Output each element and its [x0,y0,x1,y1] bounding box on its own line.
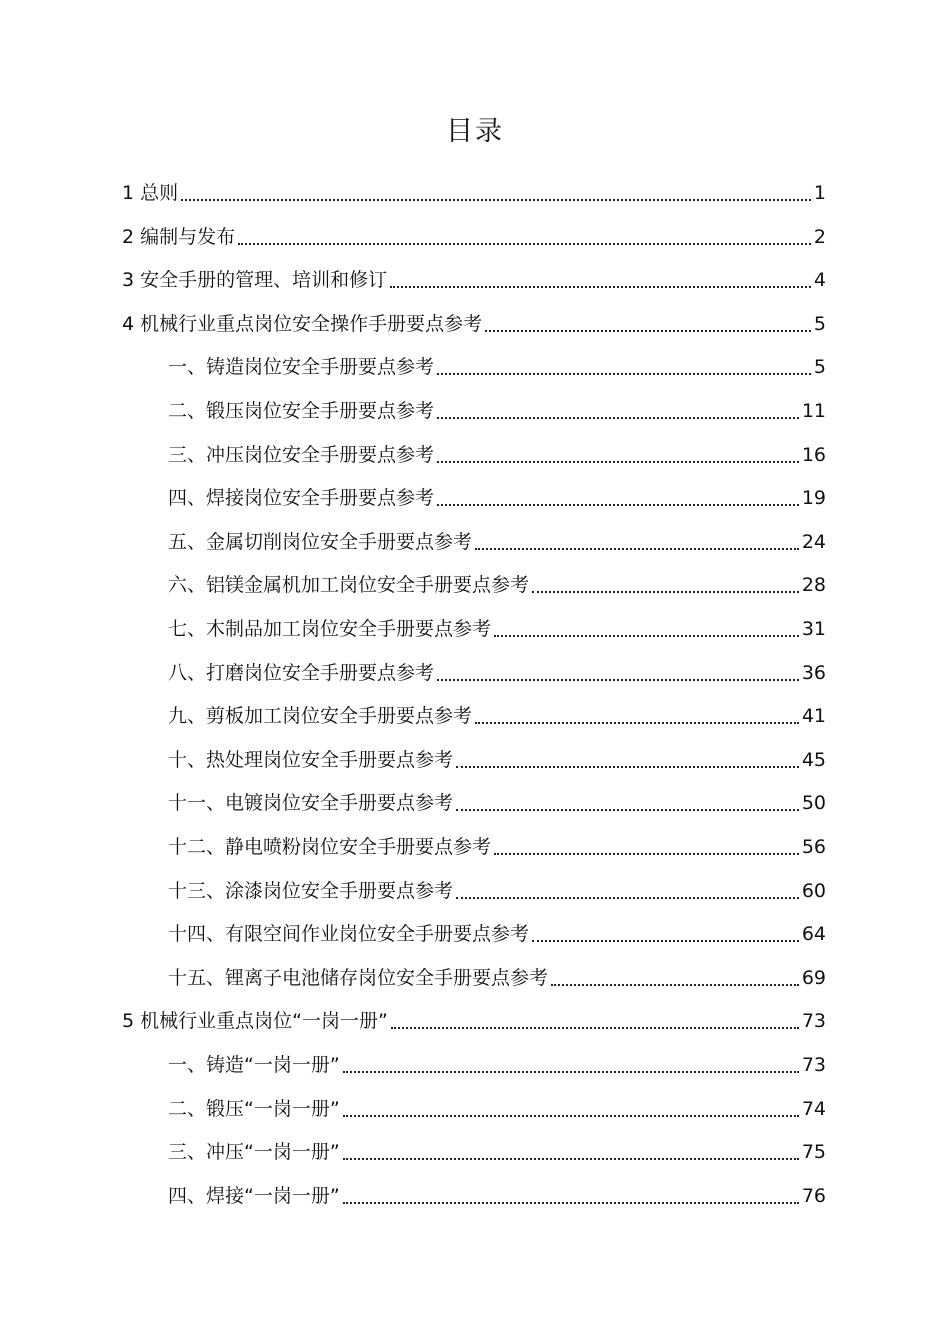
toc-entry[interactable] [122,222,826,252]
toc-entry[interactable] [168,527,826,557]
toc-entry-label: 1 总则 [122,182,179,204]
toc-entry[interactable] [168,1050,826,1080]
toc-entry[interactable] [122,1006,826,1036]
toc-entry-label: 二、锻压“一岗一册” [168,1097,340,1120]
dot-leader [343,1071,799,1073]
dot-leader [456,809,799,811]
toc-entry-label: 四、焊接“一岗一册” [168,1184,340,1207]
toc-entry[interactable] [168,701,826,731]
toc-entry-page-number: 73 [801,1054,826,1076]
toc-entry-page-number: 74 [801,1097,826,1120]
toc-entry-label: 十、热处理岗位安全手册要点参考 [168,748,454,771]
dot-leader [343,1202,799,1204]
dot-leader [181,199,811,201]
toc-entry-label: 一、铸造“一岗一册” [168,1054,340,1076]
toc-entry-label: 十五、锂离子电池储存岗位安全手册要点参考 [168,966,549,989]
toc-entry[interactable] [168,483,826,513]
dot-leader [437,504,799,506]
toc-entry-page-number: 19 [801,487,826,510]
toc-entry-page-number: 4 [813,269,826,292]
toc-entry-page-number: 5 [813,312,826,335]
toc-entry-page-number: 50 [801,792,826,815]
toc-entry[interactable] [168,1094,826,1124]
dot-leader [532,940,799,942]
toc-entry-page-number: 24 [801,530,826,553]
toc-entry-page-number: 2 [813,225,826,248]
toc-entry[interactable] [122,265,826,295]
dot-leader [437,373,811,375]
toc-entry-page-number: 76 [801,1184,826,1207]
toc-entry-label: 四、焊接岗位安全手册要点参考 [168,487,435,510]
dot-leader [343,1158,799,1160]
toc-entry-page-number: 75 [801,1141,826,1164]
dot-leader [485,330,811,332]
toc-entry-label: 三、冲压岗位安全手册要点参考 [168,443,435,466]
dot-leader [494,853,799,855]
dot-leader [456,766,799,768]
toc-entry[interactable] [168,396,826,426]
toc-entry-page-number: 56 [801,836,826,858]
toc-entry[interactable] [168,614,826,644]
dot-leader [391,1027,799,1029]
toc-entry[interactable] [168,919,826,949]
toc-entry[interactable] [168,658,826,688]
toc-entry[interactable] [168,352,826,382]
toc-entry-page-number: 45 [801,748,826,771]
toc-entry-label: 2 编制与发布 [122,225,236,248]
toc-entry-label: 三、冲压“一岗一册” [168,1141,340,1164]
toc-entry-page-number: 1 [813,182,826,204]
toc-entry[interactable] [168,963,826,993]
dot-leader [475,722,799,724]
dot-leader [475,548,799,550]
toc-entry-page-number: 16 [801,443,826,466]
toc-entry[interactable] [168,832,826,862]
toc-entry-label: 十二、静电喷粉岗位安全手册要点参考 [168,836,492,858]
toc-entry[interactable] [168,1137,826,1167]
toc-entry-label: 3 安全手册的管理、培训和修订 [122,269,388,292]
toc-entry-label: 十三、涂漆岗位安全手册要点参考 [168,879,454,902]
toc-entry-label: 九、剪板加工岗位安全手册要点参考 [168,705,473,728]
toc-entry[interactable] [168,570,826,600]
dot-leader [437,461,799,463]
dot-leader [437,417,799,419]
toc-entry-label: 八、打磨岗位安全手册要点参考 [168,661,435,684]
toc-entry[interactable] [168,788,826,818]
toc-entry-page-number: 41 [801,705,826,728]
toc-entry-page-number: 73 [801,1010,826,1033]
toc-entry-label: 一、铸造岗位安全手册要点参考 [168,356,435,379]
toc-entry[interactable] [168,440,826,470]
toc-entry-page-number: 5 [813,356,826,379]
dot-leader [437,679,799,681]
dot-leader [343,1115,799,1117]
dot-leader [551,984,799,986]
toc-entry[interactable] [168,745,826,775]
toc-title: 目录 [446,116,504,147]
toc-entry-label: 5 机械行业重点岗位“一岗一册” [122,1010,388,1033]
toc-entry-label: 十一、电镀岗位安全手册要点参考 [168,792,454,815]
toc-entry[interactable] [168,1181,826,1211]
dot-leader [532,591,799,593]
dot-leader [456,897,799,899]
toc-entry-page-number: 64 [801,923,826,946]
toc-entry-label: 十四、有限空间作业岗位安全手册要点参考 [168,923,530,946]
toc-entry-page-number: 69 [801,966,826,989]
toc-entry[interactable] [122,309,826,339]
toc-entry-label: 4 机械行业重点岗位安全操作手册要点参考 [122,312,483,335]
dot-leader [238,243,811,245]
toc-entry-label: 七、木制品加工岗位安全手册要点参考 [168,618,492,640]
toc-entry-label: 二、锻压岗位安全手册要点参考 [168,400,435,422]
toc-entry-label: 六、铝镁金属机加工岗位安全手册要点参考 [168,574,530,597]
dot-leader [390,286,811,288]
toc-entry-page-number: 36 [801,661,826,684]
toc-entry-page-number: 28 [801,574,826,597]
dot-leader [494,635,799,637]
toc-entry-page-number: 31 [801,618,826,640]
toc-entry-page-number: 60 [801,879,826,902]
toc-entry-label: 五、金属切削岗位安全手册要点参考 [168,530,473,553]
toc-entry-page-number: 11 [801,400,826,422]
toc-entry[interactable] [122,178,826,208]
toc-entry[interactable] [168,876,826,906]
